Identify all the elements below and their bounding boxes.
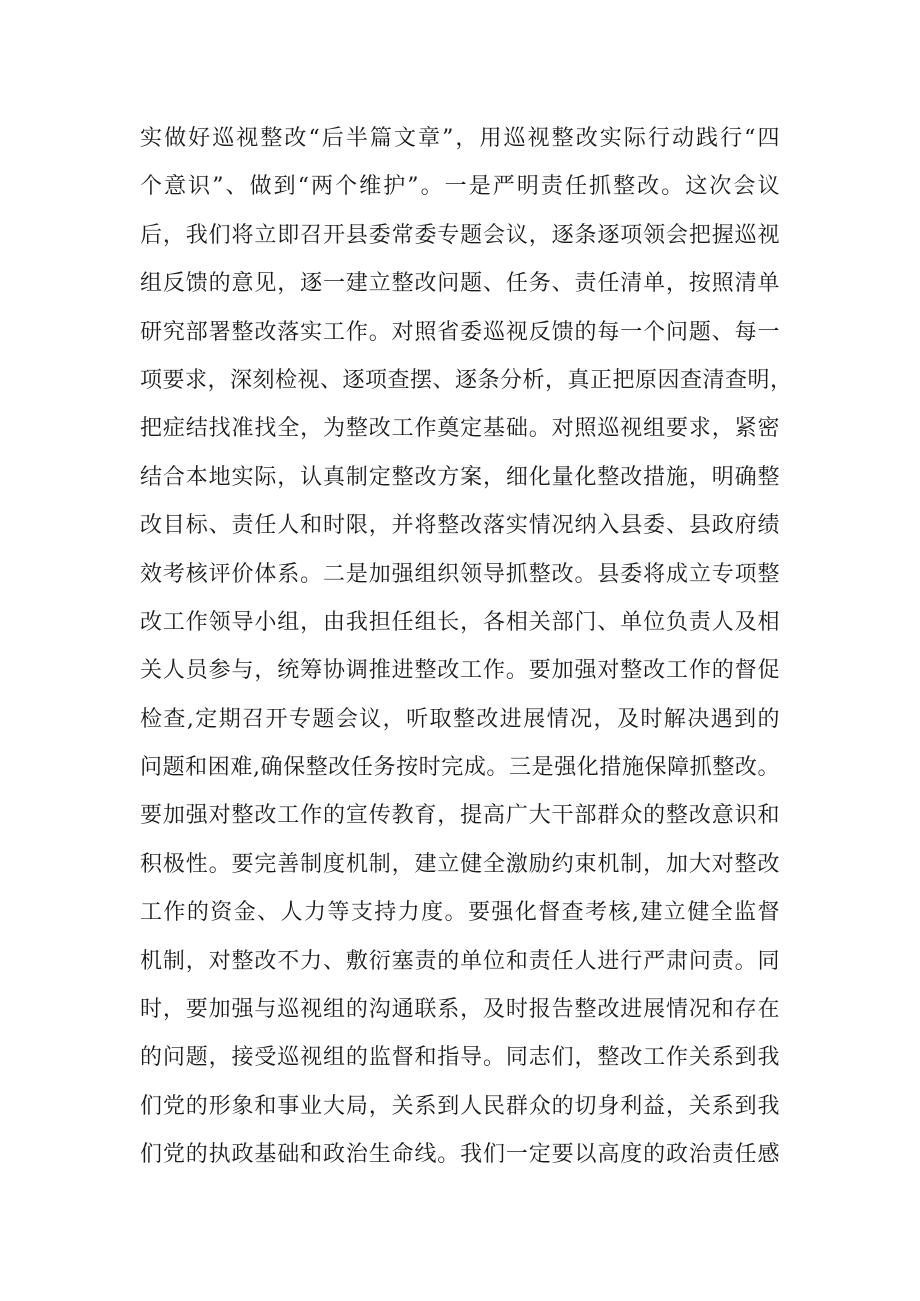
text-line: 改目标、责任人和时限，并将整改落实情况纳入县委、县政府绩 [140,513,780,539]
text-line: 积极性。要完善制度机制，建立健全激励约束机制，加大对整改 [140,851,780,877]
text-line: 们党的形象和事业大局，关系到人民群众的切身利益，关系到我 [140,1093,780,1119]
text-line: 们党的执政基础和政治生命线。我们一定要以高度的政治责任感 [140,1142,780,1168]
text-line: 检查,定期召开专题会议，听取整改进展情况，及时解决遇到的 [140,706,780,732]
text-line: 要加强对整改工作的宣传教育，提高广大干部群众的整改意识和 [140,803,780,829]
text-line: 关人员参与，统筹协调推进整改工作。要加强对整改工作的督促 [140,658,780,684]
text-line: 项要求，深刻检视、逐项查摆、逐条分析，真正把原因查清查明， [140,367,793,393]
text-line: 改工作领导小组，由我担任组长，各相关部门、单位负责人及相 [140,609,780,635]
text-line: 后，我们将立即召开县委常委专题会议，逐条逐项领会把握巡视 [140,222,780,248]
text-line: 研究部署整改落实工作。对照省委巡视反馈的每一个问题、每一 [140,319,780,345]
text-line: 问题和困难,确保整改任务按时完成。三是强化措施保障抓整改。 [140,755,780,781]
text-line: 时，要加强与巡视组的沟通联系，及时报告整改进展情况和存在 [140,997,780,1023]
text-line: 工作的资金、人力等支持力度。要强化督查考核,建立健全监督 [140,900,780,926]
text-line: 的问题，接受巡视组的监督和指导。同志们，整改工作关系到我 [140,1045,780,1071]
body-paragraph [140,115,793,1180]
text-line: 结合本地实际，认真制定整改方案，细化量化整改措施，明确整 [140,464,780,490]
text-line: 个意识”、做到“两个维护”。一是严明责任抓整改。这次会议 [140,174,780,200]
text-line: 组反馈的意见，逐一建立整改问题、任务、责任清单，按照清单 [140,271,780,297]
text-line: 把症结找准找全，为整改工作奠定基础。对照巡视组要求，紧密 [140,416,780,442]
text-line: 机制，对整改不力、敷衍塞责的单位和责任人进行严肃问责。同 [140,948,780,974]
text-line: 效考核评价体系。二是加强组织领导抓整改。县委将成立专项整 [140,561,780,587]
text-line: 实做好巡视整改“后半篇文章”，用巡视整改实际行动践行“四 [140,126,780,151]
